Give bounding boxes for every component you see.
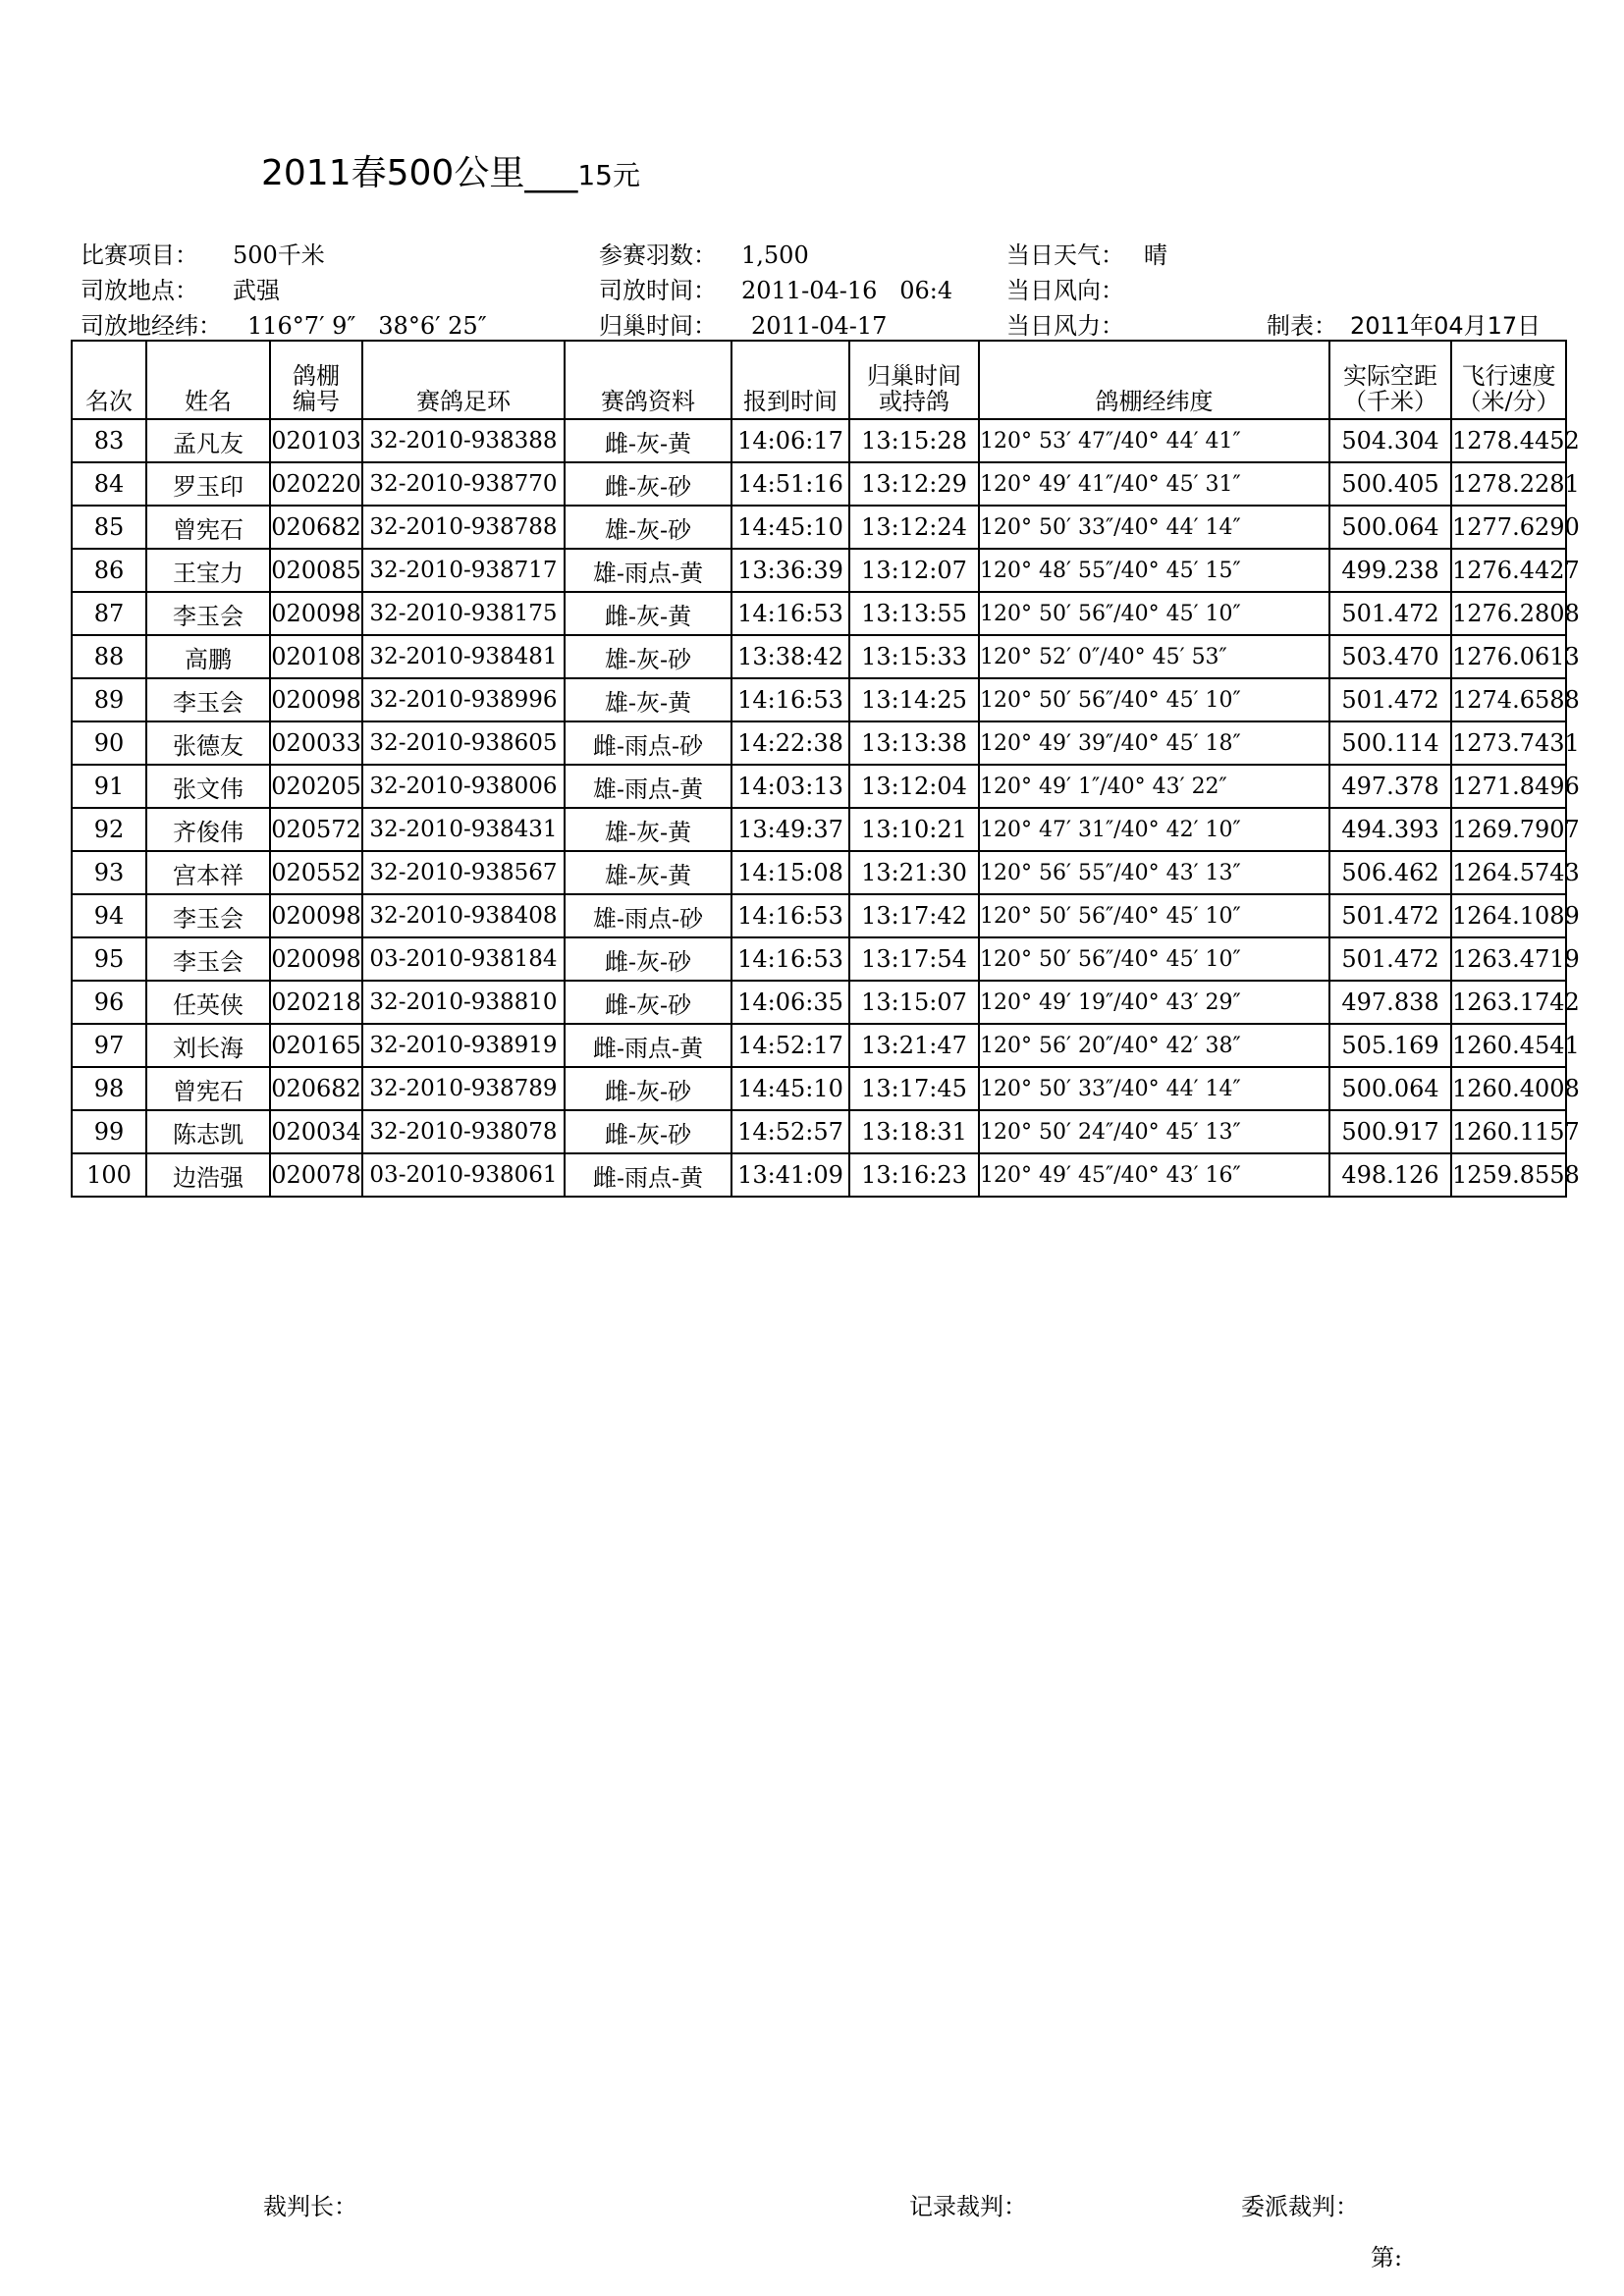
return-time-label: 归巢时间： [599,312,717,340]
cell-name: 李玉会 [146,678,270,721]
cell-distance: 499.238 [1329,549,1451,592]
cell-name: 曾宪石 [146,1067,270,1110]
table-row [72,549,1566,592]
cell-speed: 1278.2281 [1451,462,1566,506]
cell-distance: 505.169 [1329,1024,1451,1067]
cell-rank: 96 [72,981,146,1024]
cell-name: 李玉会 [146,592,270,635]
cell-speed: 1276.4427 [1451,549,1566,592]
cell-loft-coord: 120° 50′ 33″/40° 44′ 14″ [979,506,1329,549]
cell-speed: 1259.8558 [1451,1153,1566,1197]
header-rank: 名次 [72,341,146,419]
cell-pigeon-info: 雌-灰-砂 [565,462,731,506]
cell-loft-coord: 120° 50′ 24″/40° 45′ 13″ [979,1110,1329,1153]
cell-distance: 500.114 [1329,721,1451,765]
weather [1006,236,1167,270]
header-return-time: 归巢时间 或持鸽 [849,341,979,419]
wind-force [1006,306,1144,341]
cell-speed: 1264.5743 [1451,851,1566,894]
page-title [261,145,640,195]
table-row [72,462,1566,506]
table-row [72,1153,1566,1197]
cell-name: 齐俊伟 [146,808,270,851]
cell-loft-coord: 120° 49′ 19″/40° 43′ 29″ [979,981,1329,1024]
cell-loft-id: 020078 [270,1153,362,1197]
cell-return-time: 13:14:25 [849,678,979,721]
cell-pigeon-info: 雌-雨点-砂 [565,721,731,765]
cell-loft-coord: 120° 50′ 56″/40° 45′ 10″ [979,678,1329,721]
cell-loft-coord: 120° 48′ 55″/40° 45′ 15″ [979,549,1329,592]
cell-loft-id: 020205 [270,765,362,808]
cell-loft-coord: 120° 56′ 20″/40° 42′ 38″ [979,1024,1329,1067]
cell-ring: 32-2010-938078 [362,1110,565,1153]
cell-rank: 95 [72,937,146,981]
cell-ring: 32-2010-938789 [362,1067,565,1110]
cell-return-time: 13:17:42 [849,894,979,937]
cell-pigeon-info: 雌-雨点-黄 [565,1153,731,1197]
cell-ring: 32-2010-938481 [362,635,565,678]
cell-return-time: 13:15:28 [849,419,979,462]
page-number: 第: [1371,2244,1403,2271]
cell-name: 任英侠 [146,981,270,1024]
return-time-value: 2011-04-17 [751,312,888,340]
table-row [72,937,1566,981]
cell-distance: 501.472 [1329,937,1451,981]
cell-name: 刘长海 [146,1024,270,1067]
cell-loft-coord: 120° 49′ 1″/40° 43′ 22″ [979,765,1329,808]
cell-return-time: 13:16:23 [849,1153,979,1197]
record-judge-label: 记录裁判： [909,2193,1027,2220]
cell-pigeon-info: 雌-灰-黄 [565,592,731,635]
cell-report-time: 14:03:13 [731,765,849,808]
cell-distance: 501.472 [1329,678,1451,721]
cell-ring: 32-2010-938431 [362,808,565,851]
cell-name: 孟凡友 [146,419,270,462]
cell-rank: 91 [72,765,146,808]
cell-speed: 1260.1157 [1451,1110,1566,1153]
table-row [72,981,1566,1024]
cell-pigeon-info: 雄-灰-黄 [565,808,731,851]
title-main: 2011春500公里___ [261,153,578,193]
cell-loft-id: 020098 [270,678,362,721]
release-coord [81,306,487,341]
cell-speed: 1271.8496 [1451,765,1566,808]
cell-loft-coord: 120° 52′ 0″/40° 45′ 53″ [979,635,1329,678]
cell-return-time: 13:12:29 [849,462,979,506]
cell-pigeon-info: 雌-灰-砂 [565,1110,731,1153]
release-time-label: 司放时间： [599,277,717,304]
cell-ring: 32-2010-938919 [362,1024,565,1067]
cell-distance: 501.472 [1329,592,1451,635]
table-row [72,808,1566,851]
cell-name: 张德友 [146,721,270,765]
cell-return-time: 13:17:54 [849,937,979,981]
cell-pigeon-info: 雌-雨点-黄 [565,1024,731,1067]
wind-force-label: 当日风力： [1006,312,1124,340]
cell-ring: 03-2010-938061 [362,1153,565,1197]
cell-loft-coord: 120° 53′ 47″/40° 44′ 41″ [979,419,1329,462]
cell-rank: 90 [72,721,146,765]
cell-rank: 88 [72,635,146,678]
cell-speed: 1260.4541 [1451,1024,1566,1067]
cell-speed: 1263.1742 [1451,981,1566,1024]
cell-pigeon-info: 雄-灰-黄 [565,678,731,721]
cell-ring: 32-2010-938408 [362,894,565,937]
cell-report-time: 14:51:16 [731,462,849,506]
cell-distance: 500.917 [1329,1110,1451,1153]
cell-report-time: 13:49:37 [731,808,849,851]
cell-report-time: 14:45:10 [731,506,849,549]
cell-distance: 498.126 [1329,1153,1451,1197]
cell-report-time: 14:16:53 [731,592,849,635]
cell-loft-coord: 120° 56′ 55″/40° 43′ 13″ [979,851,1329,894]
header-pigeon-info: 赛鸽资料 [565,341,731,419]
entries [599,236,809,270]
cell-report-time: 14:52:17 [731,1024,849,1067]
table-row [72,635,1566,678]
release-place [81,271,280,305]
cell-speed: 1277.6290 [1451,506,1566,549]
cell-report-time: 14:06:17 [731,419,849,462]
cell-loft-id: 020085 [270,549,362,592]
results-table [71,340,1580,1198]
cell-name: 宫本祥 [146,851,270,894]
cell-name: 曾宪石 [146,506,270,549]
made-date [1267,306,1541,341]
header-distance: 实际空距 （千米） [1329,341,1451,419]
weather-value: 晴 [1144,241,1167,269]
cell-loft-coord: 120° 47′ 31″/40° 42′ 10″ [979,808,1329,851]
cell-distance: 497.378 [1329,765,1451,808]
title-sub: 15元 [577,159,640,191]
cell-speed: 1276.0613 [1451,635,1566,678]
cell-rank: 93 [72,851,146,894]
cell-speed: 1269.7907 [1451,808,1566,851]
cell-loft-coord: 120° 49′ 41″/40° 45′ 31″ [979,462,1329,506]
cell-rank: 85 [72,506,146,549]
header-loft-coord: 鸽棚经纬度 [979,341,1329,419]
cell-loft-id: 020103 [270,419,362,462]
table-row [72,1110,1566,1153]
cell-speed: 1260.4008 [1451,1067,1566,1110]
release-time-value: 2011-04-16 06:4 [741,277,953,304]
cell-ring: 32-2010-938788 [362,506,565,549]
table-row [72,592,1566,635]
cell-return-time: 13:21:47 [849,1024,979,1067]
cell-loft-id: 020098 [270,592,362,635]
cell-pigeon-info: 雄-雨点-砂 [565,894,731,937]
cell-ring: 32-2010-938810 [362,981,565,1024]
cell-ring: 03-2010-938184 [362,937,565,981]
cell-pigeon-info: 雌-灰-砂 [565,981,731,1024]
cell-report-time: 13:36:39 [731,549,849,592]
table-row [72,506,1566,549]
table-row [72,765,1566,808]
header-name: 姓名 [146,341,270,419]
cell-report-time: 14:16:53 [731,894,849,937]
cell-name: 边浩强 [146,1153,270,1197]
cell-report-time: 14:22:38 [731,721,849,765]
cell-loft-coord: 120° 50′ 56″/40° 45′ 10″ [979,894,1329,937]
header-loft-id: 鸽棚 编号 [270,341,362,419]
wind-direction-label: 当日风向： [1006,277,1124,304]
release-time [599,271,952,305]
cell-report-time: 14:52:57 [731,1110,849,1153]
cell-loft-coord: 120° 49′ 39″/40° 45′ 18″ [979,721,1329,765]
cell-pigeon-info: 雄-灰-砂 [565,506,731,549]
race-item-label: 比赛项目： [81,241,198,269]
cell-ring: 32-2010-938567 [362,851,565,894]
cell-name: 李玉会 [146,894,270,937]
table-row [72,851,1566,894]
header-row [72,341,1566,419]
cell-loft-coord: 120° 50′ 56″/40° 45′ 10″ [979,592,1329,635]
cell-pigeon-info: 雄-雨点-黄 [565,549,731,592]
cell-return-time: 13:13:55 [849,592,979,635]
release-coord-label: 司放地经纬： [81,312,222,340]
cell-loft-id: 020572 [270,808,362,851]
cell-rank: 100 [72,1153,146,1197]
cell-rank: 86 [72,549,146,592]
cell-rank: 98 [72,1067,146,1110]
assigned-judge-label: 委派裁判： [1241,2193,1359,2220]
cell-ring: 32-2010-938996 [362,678,565,721]
cell-name: 李玉会 [146,937,270,981]
cell-return-time: 13:12:04 [849,765,979,808]
cell-ring: 32-2010-938006 [362,765,565,808]
cell-name: 张文伟 [146,765,270,808]
cell-rank: 97 [72,1024,146,1067]
cell-distance: 497.838 [1329,981,1451,1024]
table-row [72,894,1566,937]
cell-rank: 89 [72,678,146,721]
cell-return-time: 13:18:31 [849,1110,979,1153]
cell-report-time: 14:45:10 [731,1067,849,1110]
cell-speed: 1276.2808 [1451,592,1566,635]
cell-report-time: 14:16:53 [731,678,849,721]
cell-loft-id: 020108 [270,635,362,678]
table-row [72,1067,1566,1110]
cell-rank: 99 [72,1110,146,1153]
cell-pigeon-info: 雄-灰-黄 [565,851,731,894]
release-coord-value: 116°7′ 9″ 38°6′ 25″ [247,312,487,340]
cell-report-time: 14:06:35 [731,981,849,1024]
made-value: 2011年04月17日 [1350,312,1542,340]
cell-name: 王宝力 [146,549,270,592]
header-speed: 飞行速度 （米/分） [1451,341,1566,419]
cell-pigeon-info: 雄-雨点-黄 [565,765,731,808]
cell-return-time: 13:12:07 [849,549,979,592]
cell-distance: 500.064 [1329,1067,1451,1110]
cell-return-time: 13:21:30 [849,851,979,894]
cell-loft-id: 020218 [270,981,362,1024]
cell-distance: 503.470 [1329,635,1451,678]
cell-loft-id: 020033 [270,721,362,765]
cell-return-time: 13:15:07 [849,981,979,1024]
cell-distance: 500.405 [1329,462,1451,506]
cell-ring: 32-2010-938770 [362,462,565,506]
cell-loft-id: 020682 [270,1067,362,1110]
cell-pigeon-info: 雌-灰-砂 [565,937,731,981]
cell-loft-id: 020552 [270,851,362,894]
cell-loft-coord: 120° 50′ 56″/40° 45′ 10″ [979,937,1329,981]
cell-report-time: 14:15:08 [731,851,849,894]
table-row [72,678,1566,721]
cell-loft-id: 020034 [270,1110,362,1153]
cell-ring: 32-2010-938717 [362,549,565,592]
cell-name: 高鹏 [146,635,270,678]
cell-return-time: 13:17:45 [849,1067,979,1110]
cell-pigeon-info: 雌-灰-黄 [565,419,731,462]
table-row [72,1024,1566,1067]
header-ring: 赛鸽足环 [362,341,565,419]
cell-loft-id: 020165 [270,1024,362,1067]
release-place-label: 司放地点： [81,277,198,304]
cell-speed: 1264.1089 [1451,894,1566,937]
table-row [72,721,1566,765]
cell-return-time: 13:15:33 [849,635,979,678]
cell-rank: 83 [72,419,146,462]
cell-pigeon-info: 雄-灰-砂 [565,635,731,678]
entries-value: 1,500 [741,241,809,269]
cell-ring: 32-2010-938175 [362,592,565,635]
cell-loft-id: 020098 [270,894,362,937]
cell-distance: 504.304 [1329,419,1451,462]
cell-loft-id: 020098 [270,937,362,981]
entries-label: 参赛羽数： [599,241,717,269]
cell-loft-coord: 120° 49′ 45″/40° 43′ 16″ [979,1153,1329,1197]
cell-report-time: 13:41:09 [731,1153,849,1197]
race-item-value: 500千米 [233,241,325,269]
weather-label: 当日天气： [1006,241,1124,269]
cell-report-time: 13:38:42 [731,635,849,678]
cell-loft-id: 020220 [270,462,362,506]
race-item [81,236,325,270]
cell-return-time: 13:12:24 [849,506,979,549]
cell-speed: 1274.6588 [1451,678,1566,721]
cell-rank: 87 [72,592,146,635]
cell-rank: 84 [72,462,146,506]
release-place-value: 武强 [233,277,280,304]
cell-return-time: 13:10:21 [849,808,979,851]
header-report-time: 报到时间 [731,341,849,419]
cell-report-time: 14:16:53 [731,937,849,981]
cell-ring: 32-2010-938605 [362,721,565,765]
cell-distance: 500.064 [1329,506,1451,549]
cell-pigeon-info: 雌-灰-砂 [565,1067,731,1110]
cell-distance: 501.472 [1329,894,1451,937]
cell-return-time: 13:13:38 [849,721,979,765]
wind-direction [1006,271,1144,305]
cell-ring: 32-2010-938388 [362,419,565,462]
cell-distance: 494.393 [1329,808,1451,851]
cell-name: 罗玉印 [146,462,270,506]
cell-speed: 1273.7431 [1451,721,1566,765]
cell-speed: 1263.4719 [1451,937,1566,981]
cell-loft-coord: 120° 50′ 33″/40° 44′ 14″ [979,1067,1329,1110]
cell-name: 陈志凯 [146,1110,270,1153]
cell-speed: 1278.4452 [1451,419,1566,462]
cell-loft-id: 020682 [270,506,362,549]
cell-rank: 94 [72,894,146,937]
table-row [72,419,1566,462]
return-time [599,306,887,341]
cell-distance: 506.462 [1329,851,1451,894]
cell-rank: 92 [72,808,146,851]
made-label: 制表： [1267,312,1337,340]
chief-judge-label: 裁判长： [263,2193,357,2220]
